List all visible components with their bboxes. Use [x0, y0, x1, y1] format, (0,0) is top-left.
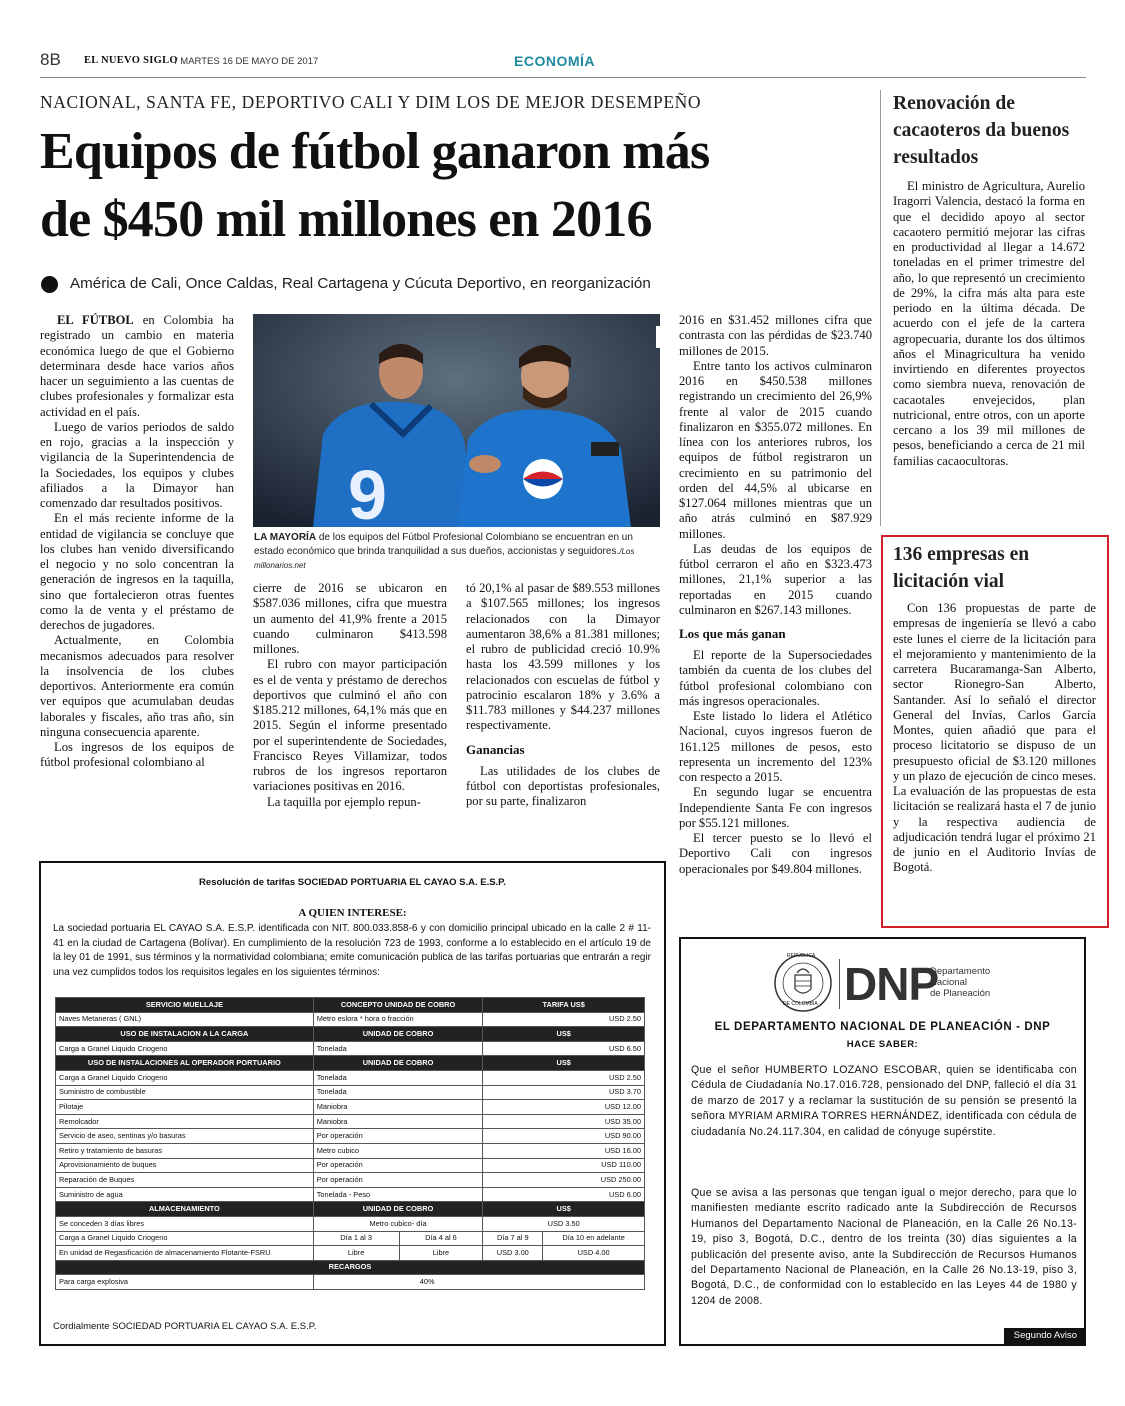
- table-cell: Reparación de Buques: [56, 1173, 314, 1188]
- table-header: UNIDAD DE COBRO: [313, 1027, 483, 1042]
- sidebar-licitacion-title: [893, 541, 1096, 595]
- ad-dnp: [679, 937, 1086, 1346]
- table-cell: Remolcador: [56, 1114, 314, 1129]
- table-cell: Pilotaje: [56, 1100, 314, 1115]
- sidebar-cacao-body: El ministro de Agricultura, Aurelio Iragorri Valencia, destacó la forma en que el decidido apoyo al sector cacaotero permitió mejorar las cifras en productividad al llegar a 14.672 toneladas en el primer trimestre del año, lo que representó un crecimiento de 29%, la cifra más alta para este periodo en la última década. De acuerdo con el jefe de la cartera agropecuaria, durante los dos últimos años el Minagricultura ha venido invirtiendo en diferentes proyectos como siembra nueva, renovación de cacaotales envejecidos, plan nutricional, entre otros, con un aporte cercano a los 39 mil millones de pesos, beneficiando a cerca de 21 mil familias cacaocultoras.: [893, 179, 1085, 468]
- table-cell: USD 16.00: [483, 1143, 645, 1158]
- table-cell: Servicio de aseo, sentinas y/o basuras: [56, 1129, 314, 1144]
- table-header-row: [56, 1202, 645, 1217]
- table-header-row: [56, 1056, 645, 1071]
- table-cell: En unidad de Regasificación de almacenamiento Flotante-FSRU: [56, 1246, 314, 1261]
- table-header: UNIDAD DE COBRO: [313, 1056, 483, 1071]
- logo-sub-line: Departamento: [930, 966, 991, 977]
- table-cell: Metro eslora * hora o fracción: [313, 1012, 483, 1027]
- table-cell: Día 4 al 6: [399, 1231, 483, 1246]
- seal-bottom-text: DE COLOMBIA: [783, 1001, 818, 1007]
- table-cell: Maniobra: [313, 1100, 483, 1115]
- paragraph: Este listado lo lidera el Atlético Nacional, cuyos ingresos fueron de 161.125 millones de pesos, esto representa un incremento del 123% con respecto a 2015.: [679, 709, 872, 784]
- table-cell: Por operación: [313, 1173, 483, 1188]
- sidebar-cacao-title: [893, 90, 1085, 171]
- article-column-2: [253, 581, 447, 810]
- table-cell: USD 12.00: [483, 1100, 645, 1115]
- article-column-1: [40, 313, 234, 771]
- dnp-logo: DNP: [844, 958, 939, 1010]
- table-header: USO DE INSTALACIONES AL OPERADOR PORTUARIO: [56, 1056, 314, 1071]
- photo-side-mark: [656, 326, 661, 348]
- ad-tarifas: [39, 861, 666, 1346]
- table-header: RECARGOS: [56, 1260, 645, 1275]
- table-row: [56, 1085, 645, 1100]
- table-row: [56, 1158, 645, 1173]
- table-cell: USD 3.70: [483, 1085, 645, 1100]
- table-row: [56, 1129, 645, 1144]
- table-row: [56, 1275, 645, 1290]
- ad-tarifas-intro: La sociedad portuaria EL CAYAO S.A. E.S.P. identificada con NIT. 800.033.858-6 y con domicilio principal ubicado en la calle 2 # 11- 41 en la ciudad de Cartagena (Bolívar). En cumplimiento de la resolución 723 de 1993, conforme a lo establecido en el artículo 19 de la ley 01 de 1991, sus términos y la normatividad colombiana; emite comunicación publica de las tarifas portuarias que entrarán a regir una vez cumplidos todos los requisitos legales en los siguientes términos:: [53, 923, 651, 978]
- title-line: cacaoteros da buenos: [893, 120, 1070, 141]
- table-cell: USD 2.50: [483, 1012, 645, 1027]
- headline-line-1: Equipos de fútbol ganaron más: [40, 123, 710, 180]
- paragraph: El reporte de la Supersociedades también da cuenta de los clubes del fútbol profesional colombiano con más ingresos operacionales.: [679, 648, 872, 708]
- header-rule: [40, 77, 1086, 78]
- title-line: Renovación de: [893, 93, 1015, 114]
- closing-name: SOCIEDAD PORTUARIA EL CAYAO S.A. E.S.P.: [112, 1321, 317, 1332]
- title-line: 136 empresas en: [893, 544, 1030, 565]
- table-cell: Tonelada - Peso: [313, 1187, 483, 1202]
- bullet-icon: [41, 276, 58, 293]
- headline-line-2: de $450 mil millones en 2016: [40, 191, 652, 248]
- table-cell: 40%: [313, 1275, 644, 1290]
- article-column-4: [679, 313, 872, 877]
- table-cell: Para carga explosiva: [56, 1275, 314, 1290]
- table-row: [56, 1187, 645, 1202]
- title-line: resultados: [893, 147, 979, 168]
- photo: [253, 314, 660, 527]
- table-header: USO DE INSTALACION A LA CARGA: [56, 1027, 314, 1042]
- table-cell: USD 35.00: [483, 1114, 645, 1129]
- logo-divider: [839, 959, 840, 1009]
- paragraph: En segundo lugar se encuentra Independiente Santa Fe con ingresos por $55.121 millones.: [679, 785, 872, 830]
- logo-sub-line: Nacional: [930, 977, 967, 988]
- table-header-row: [56, 1027, 645, 1042]
- paragraph: El tercer puesto se lo llevó el Deportivo Cali con ingresos operacionales por $49.804 millones.: [679, 831, 872, 876]
- sidebar-licitacion-box: [881, 535, 1109, 928]
- sidebar-divider: [880, 90, 881, 526]
- table-cell: Carga a Granel Liquido Criogeno: [56, 1231, 314, 1246]
- paragraph: En el más reciente informe de la entidad de vigilancia se concluye que los clubes han venido diversificando el negocio y no solo concentran la generación de ingresos en la taquilla, sino que fortalecieron otras fuentes como la de venta y el préstamo de derechos de jugadores.: [40, 511, 234, 632]
- dek: América de Cali, Once Caldas, Real Cartagena y Cúcuta Deportivo, en reorganización: [70, 275, 651, 292]
- paragraph: Las utilidades de los clubes de fútbol con deportistas profesionales, por su parte, finalizaron: [466, 763, 660, 808]
- table-cell: Por operación: [313, 1158, 483, 1173]
- paragraph: Los ingresos de los equipos de fútbol profesional colombiano al: [40, 740, 234, 770]
- table-cell: Se conceden 3 días libres: [56, 1216, 314, 1231]
- table-header: US$: [483, 1056, 645, 1071]
- table-row: [56, 1216, 645, 1231]
- closing-prefix: Cordialmente: [53, 1321, 113, 1332]
- tariff-table: [55, 997, 645, 1290]
- sidebar-licitacion-body: Con 136 propuestas de parte de empresas de ingeniería se llevó a cabo este lunes el cierre de la licitación para el mejoramiento y mantenimiento de la carretera Bucaramanga-San Alberto, sector Rionegro-San Alberto, Santander. Así lo señaló el director General del Invías, Carlos García Montes, quien añadió que para el proceso licitatorio se dispuso de un presupuesto oficial de $3.120 millones y un plazo de ejecución de cinco meses. La evaluación de las propuestas de esta licitación se realizará hasta el 7 de junio y la respectiva audiencia de adjudicación tendrá lugar el próximo 21 de junio en el Auditorio Invías de Bogotá.: [893, 601, 1096, 875]
- subhead-los-que-mas-ganan: Los que más ganan: [679, 626, 786, 641]
- dnp-subtitle: HACE SABER:: [846, 1039, 919, 1050]
- sidebar-cacao: [893, 90, 1085, 469]
- subhead-ganancias: Ganancias: [466, 741, 525, 757]
- table-cell: Día 1 al 3: [313, 1231, 399, 1246]
- table-cell: Día 10 en adelante: [543, 1231, 645, 1246]
- table-row: [56, 1012, 645, 1027]
- table-cell: Libre: [399, 1246, 483, 1261]
- caption-lead: LA MAYORÍA: [254, 532, 317, 543]
- paper-name: EL NUEVO SIGLO: [84, 55, 178, 66]
- ad-tarifas-title: Resolución de tarifas SOCIEDAD PORTUARIA EL CAYAO S.A. E.S.P.: [199, 877, 506, 888]
- table-header: CONCEPTO UNIDAD DE COBRO: [313, 998, 483, 1013]
- paragraph: tó 20,1% al pasar de $89.553 millones a $107.565 millones; los ingresos relacionados con la Dimayor aumentaron 38,6% a 81.381 millones; el rubro de publicidad creció 10.9% hasta los 43.599 millones y los relacionados con escuelas de fútbol y patrocinio escalaron 18% y 3.6% a $11.783 millones y $44.237 millones respectivamente.: [466, 581, 660, 733]
- paragraph: Las deudas de los equipos de fútbol cerraron el año en $323.473 millones, 21,1% superior a las reportadas en 2015 cuando culminaron en $267.143 millones.: [679, 541, 872, 617]
- table-cell: USD 90.00: [483, 1129, 645, 1144]
- dnp-paragraph-2: Que se avisa a las personas que tengan igual o mejor derecho, para que lo manifiesten mediante escrito radicado ante la Subdirección de Recursos Humanos del Departamento Nacional de Planeación, en la Calle 26 No.13-19, piso 3, Bogotá, D.C., dentro de los treinta (30) días siguientes a la publicación del presente aviso, ante la Subdirección de Recursos Humanos del Departamento Nacional de Planeación, en la Calle 26 No.13-19, piso 3, Bogotá, D.C., de conformidad con lo establecido en las Leyes 44 de 1980 y 1204 de 2008.: [691, 1187, 1077, 1307]
- table-row: [56, 1100, 645, 1115]
- table-cell: Naves Metaneras ( GNL): [56, 1012, 314, 1027]
- ad-tarifas-closing: [53, 1321, 316, 1332]
- players-photo-illustration: [253, 314, 660, 527]
- table-header-row: [56, 998, 645, 1013]
- table-cell: USD 110.00: [483, 1158, 645, 1173]
- table-cell: Suministro de combustible: [56, 1085, 314, 1100]
- tariff-table-wrap: [55, 997, 645, 1290]
- table-row: [56, 1143, 645, 1158]
- table-row: [56, 1041, 645, 1056]
- article-column-3: [466, 581, 660, 809]
- table-cell: Tonelada: [313, 1041, 483, 1056]
- table-header-row: [56, 1260, 645, 1275]
- table-cell: USD 6.00: [483, 1187, 645, 1202]
- paragraph: Actualmente, en Colombia mecanismos adecuados para resolver la insolvencia de los clubes deportivos. Anteriormente era común ver equipos que acumulaban deudas laborales y fiscales, año tras año, sin ninguna consecuencia aparente.: [40, 633, 234, 739]
- photo-caption: [254, 531, 658, 573]
- table-cell: Suministro de agua: [56, 1187, 314, 1202]
- paragraph: Entre tanto los activos culminaron 2016 en $450.538 millones registrando un crecimiento del 26,9% frente al valor de 2015 cuando finalizaron en $355.072 millones. En línea con los anteriores rubros, los equipos de fútbol registraron un crecimiento en su patrimonio del orden del 44,5% al ubicarse en $127.064 millones mientras que un año atrás culminó en $87.929 millones.: [679, 358, 872, 541]
- table-row: [56, 1231, 645, 1246]
- logo-sub-line: de Planeación: [930, 988, 991, 999]
- table-cell: Libre: [313, 1246, 399, 1261]
- table-header: ALMACENAMIENTO: [56, 1202, 314, 1217]
- table-cell: USD 4.00: [543, 1246, 645, 1261]
- table-cell: USD 3.50: [483, 1216, 645, 1231]
- paragraph: Luego de varios periodos de saldo en rojo, gracias a la inspección y vigilancia de la Superintendencia de la Sociedades, los equipos y clubes afiliados a la Dimayor han comenzado dar resultados positivos.: [40, 419, 234, 510]
- operator-services-rows: [56, 1070, 645, 1201]
- dnp-title: EL DEPARTAMENTO NACIONAL DE PLANEACIÓN - DNP: [714, 1021, 1051, 1033]
- table-row: [56, 1070, 645, 1085]
- table-cell: Día 7 al 9: [483, 1231, 543, 1246]
- table-cell: Tonelada: [313, 1085, 483, 1100]
- table-header: US$: [483, 1202, 645, 1217]
- table-cell: Maniobra: [313, 1114, 483, 1129]
- paragraph: La taquilla por ejemplo repun-: [267, 794, 421, 809]
- table-cell: Carga a Granel Liquido Criogeno: [56, 1070, 314, 1085]
- table-row: [56, 1246, 645, 1261]
- table-cell: USD 6.50: [483, 1041, 645, 1056]
- table-cell: Aprovisionamiento de buques: [56, 1158, 314, 1173]
- dnp-logo-subtitle: [930, 966, 990, 999]
- table-row: [56, 1173, 645, 1188]
- ad-tarifas-salutation: A QUIEN INTERESE:: [298, 907, 407, 919]
- paragraph: 2016 en $31.452 millones cifra que contrasta con las pérdidas de $23.740 millones de 2015.: [679, 313, 872, 358]
- svg-text:9: 9: [348, 456, 387, 527]
- table-header: TARIFA US$: [483, 998, 645, 1013]
- table-cell: Tonelada: [313, 1070, 483, 1085]
- paragraph: EL FÚTBOL en Colombia ha registrado un cambio en materia económica luego de que el Gobierno determinara desde hace varios años hacer un seguimiento a las cuentas de clubes profesionales y formalizar esta actividad en el país.: [40, 313, 235, 419]
- kicker: NACIONAL, SANTA FE, DEPORTIVO CALI Y DIM LOS DE MEJOR DESEMPEÑO: [40, 92, 702, 112]
- table-header: US$: [483, 1027, 645, 1042]
- seal-top-text: REPÚBLICA: [787, 953, 816, 959]
- headline: [40, 118, 870, 254]
- title-line: licitación vial: [893, 571, 1005, 592]
- dnp-paragraph-1: Que el señor HUMBERTO LOZANO ESCOBAR, quien se identificaba con Cédula de Ciudadanía No.17.016.728, pensionado del DNP, falleció el día 31 de marzo de 2017 y a reclamar la sustitución de su pensión se presentó la señora MYRIAM ARMIRA TORRES HERNÁNDEZ, identificada con cédula de ciudadanía No.24.117.304, en calidad de cónyuge supérstite.: [691, 1064, 1077, 1138]
- table-header: UNIDAD DE COBRO: [313, 1202, 483, 1217]
- paragraph: cierre de 2016 se ubicaron en $587.036 millones, cifra que muestra un aumento del 41,9% frente a 2015 cuando culminaron $413.598 millones.: [253, 581, 447, 656]
- table-cell: Metro cubico: [313, 1143, 483, 1158]
- table-cell: USD 2.50: [483, 1070, 645, 1085]
- table-header: SERVICIO MUELLAJE: [56, 998, 314, 1013]
- table-cell: Carga a Granel Liquido Criogeno: [56, 1041, 314, 1056]
- table-cell: Retiro y tratamiento de basuras: [56, 1143, 314, 1158]
- table-cell: Por operación: [313, 1129, 483, 1144]
- table-cell: USD 3.00: [483, 1246, 543, 1261]
- table-cell: USD 250.00: [483, 1173, 645, 1188]
- table-row: [56, 1114, 645, 1129]
- section-name: ECONOMÍA: [514, 53, 595, 69]
- caption-text: de los equipos del Fútbol Profesional Colombiano se encuentran en un estado económico que brinda tranquilidad a sus dueños, accionistas y seguidores.: [254, 532, 633, 557]
- page-number: 8B: [40, 50, 61, 69]
- paragraph: El rubro con mayor participación es el de venta y préstamo de derechos deportivos que culminó el año con $185.212 millones, 64,1% más que en 2015. Según el informe presentado por el superintendente de Sociedades, Francisco Reyes Villamizar, todos rubros de los ingresos reportaron variaciones positivas en 2016.: [253, 657, 447, 794]
- table-cell: Metro cubico- día: [313, 1216, 483, 1231]
- caption-credit: /Los millonarios.net: [254, 547, 635, 570]
- segundo-aviso-badge: Segundo Aviso: [1004, 1328, 1084, 1344]
- issue-date: / MARTES 16 DE MAYO DE 2017: [175, 56, 319, 67]
